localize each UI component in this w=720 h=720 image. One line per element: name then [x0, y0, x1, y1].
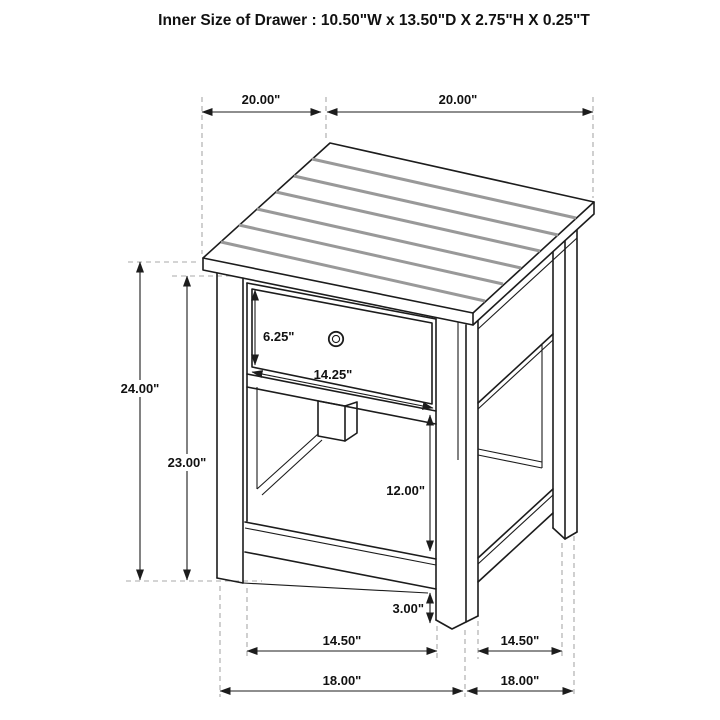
inner-shelf-edge-2 — [262, 440, 322, 495]
dim-label-shelf-clearance: 12.00" — [386, 483, 425, 498]
left-front-leg — [217, 273, 243, 583]
extension-guides — [126, 97, 593, 697]
dim-label-outer-side: 18.00" — [500, 673, 540, 688]
dim-label-inner-front: 14.50" — [322, 633, 362, 648]
shelf-side-lip-edge — [478, 495, 553, 564]
shelf-lip-edge — [245, 528, 436, 565]
dim-label-base-height: 23.00" — [167, 455, 207, 470]
dim-label-drawer-height: 6.25" — [263, 329, 295, 344]
dim-label-inner-side: 14.50" — [500, 633, 540, 648]
dim-label-top-width: 20.00" — [438, 92, 478, 107]
bottom-shelf — [243, 522, 436, 593]
shelf-top-edge — [245, 522, 436, 559]
right-rear-leg — [553, 230, 577, 539]
dim-label-top-depth: 20.00" — [241, 92, 281, 107]
drawer-knob — [329, 332, 343, 346]
right-side-face — [478, 238, 577, 582]
dim-label-overall-height: 24.00" — [120, 381, 160, 396]
table-line-art — [203, 143, 594, 629]
opening-top-rail — [247, 283, 436, 319]
front-corner-leg — [436, 319, 478, 629]
drawer-front — [252, 289, 432, 404]
tabletop — [203, 143, 594, 325]
center-glide-front — [318, 401, 345, 441]
shelf-under-gap-line — [243, 583, 428, 593]
side-apron-top — [478, 238, 577, 329]
shelf-bottom-edge — [245, 552, 436, 589]
diagram-title: Inner Size of Drawer : 10.50"W x 13.50"D X 2.75"H X 0.25"T — [158, 12, 590, 29]
drawer-knob-inner — [332, 335, 339, 342]
dimension-annotations — [113, 92, 593, 691]
through-opening-rail-2 — [478, 455, 542, 468]
through-opening-rail-1 — [478, 449, 542, 462]
dim-label-foot-height: 3.00" — [392, 601, 424, 616]
inner-shelf-edge-1 — [257, 434, 318, 489]
corner-leg-foot — [436, 616, 478, 629]
dim-label-drawer-width: 14.25" — [313, 367, 353, 382]
dim-label-outer-front: 18.00" — [322, 673, 362, 688]
